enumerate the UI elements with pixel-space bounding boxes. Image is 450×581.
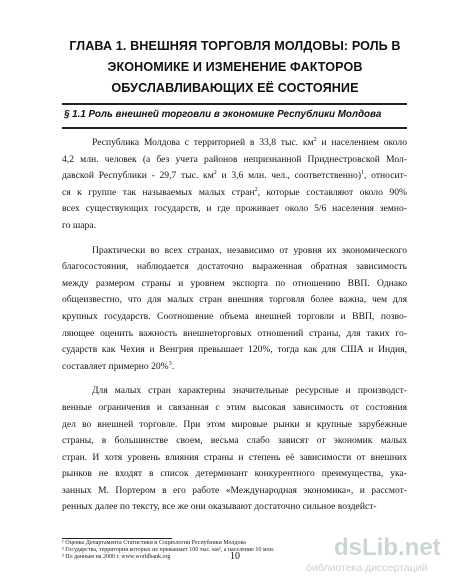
section-rule-bottom	[62, 127, 407, 129]
text-line: занных М. Портером в его работе «Международная экономика», и рассмот-	[62, 484, 407, 496]
text-line: Практически во всех странах, независимо от уровня их экономического	[92, 244, 407, 256]
text-line: крупных государств. Соотношение объема внешней торговли и ВВП, позво-	[62, 310, 407, 322]
footnote-marker: 2	[313, 136, 317, 143]
chapter-title-line: ОБУСЛАВЛИВАЮЩИХ ЕЁ СОСТОЯНИЕ	[111, 81, 359, 95]
footnote-separator	[62, 538, 172, 539]
text-line: дел во внешней торговле. При этом мировые рынки и крупные зарубежные	[62, 418, 407, 430]
footnote: ³ По данным на 2000 г. www.worldbank.org	[62, 554, 171, 561]
footnote-marker: 1	[361, 170, 365, 176]
text-line: рынков не входят в список детерминант конкурентного преимущества, ука-	[62, 468, 407, 480]
footnote: ² Государства, территория которых не превышает 100 тыс. км², а население 10 млн.	[62, 547, 275, 554]
watermark-subtitle: библиотека диссертаций	[306, 562, 428, 574]
paragraph-gap	[62, 235, 407, 243]
section-title: § 1.1 Роль внешней торговли в экономике Республики Молдова	[64, 109, 382, 120]
text-line: составляет примерно 20%$^3$.	[62, 360, 175, 372]
text-line: сударств как Чехия и Венгрия превышает 120%, тогда как для США и Индия,	[62, 344, 407, 356]
chapter-title	[60, 36, 410, 99]
chapter-title-line: ГЛАВА 1. ВНЕШНЯЯ ТОРГОВЛЯ МОЛДОВЫ: РОЛЬ В	[69, 39, 401, 53]
text-line: Для малых стран характерны значительные ресурсные и производст-	[92, 385, 407, 397]
text-line: ся к группе так называемых малых стран$^2$, которые составляют около 90%	[62, 186, 407, 198]
text-line: общеизвестно, что для малых стран внешняя торговля более важна, чем для	[62, 294, 407, 306]
text-line: стран. И хотя уровень влияния страны и степень её зависимости от внешних	[62, 451, 407, 463]
paragraph-gap	[62, 375, 407, 383]
text-line: страны, в большинстве своем, весьма слабо зависят от экономик малых	[62, 435, 407, 447]
footnote-marker: 2	[213, 170, 217, 176]
text-line: 4,2 млн. человек (а без учета районов непризнанной Приднестровской Мол-	[62, 153, 407, 165]
page-number: 10	[230, 551, 240, 562]
text-line: Республика Молдова с территорией в 33,8 тыс. $км^2$ и населением около	[92, 136, 407, 148]
text-line: всех существующих государств, и где проживает около 5/6 населения земно-	[62, 203, 407, 215]
text-line: давской Республики - 29,7 тыс. $км^2$ и 3,6 млн. чел., соответственно)$^1$, относит-	[62, 170, 407, 182]
watermark-logo: dsLib.net	[334, 534, 441, 561]
footnote: ¹ Оценка Департамента Статистики и Социологии Республики Молдова	[62, 540, 246, 546]
text-line: благосостояния, наблюдается достаточно выраженная обратная зависимость	[62, 261, 407, 273]
footnote-marker: 2	[254, 186, 258, 193]
text-line: го шара.	[62, 219, 96, 231]
text-line: ляющее оценить важность внешнеторговых отношений страны, для таких го-	[62, 327, 407, 339]
section-rule-top	[62, 103, 407, 105]
chapter-title-line: ЭКОНОМИКЕ И ИЗМЕНЕНИЕ ФАКТОРОВ	[107, 60, 363, 74]
text-line: ренных далее по тексту, все же они оказывают достаточно сильное воздейст-	[62, 501, 377, 513]
watermark[interactable]	[300, 532, 450, 581]
text-line: между размером страны и уровнем экспорта по отношению ВВП. Однако	[62, 277, 407, 289]
footnote-marker: 3	[168, 360, 172, 367]
body-text	[62, 135, 407, 516]
text-line: венные ограничения и связанная с этим высокая зависимость от состояния	[62, 401, 407, 413]
